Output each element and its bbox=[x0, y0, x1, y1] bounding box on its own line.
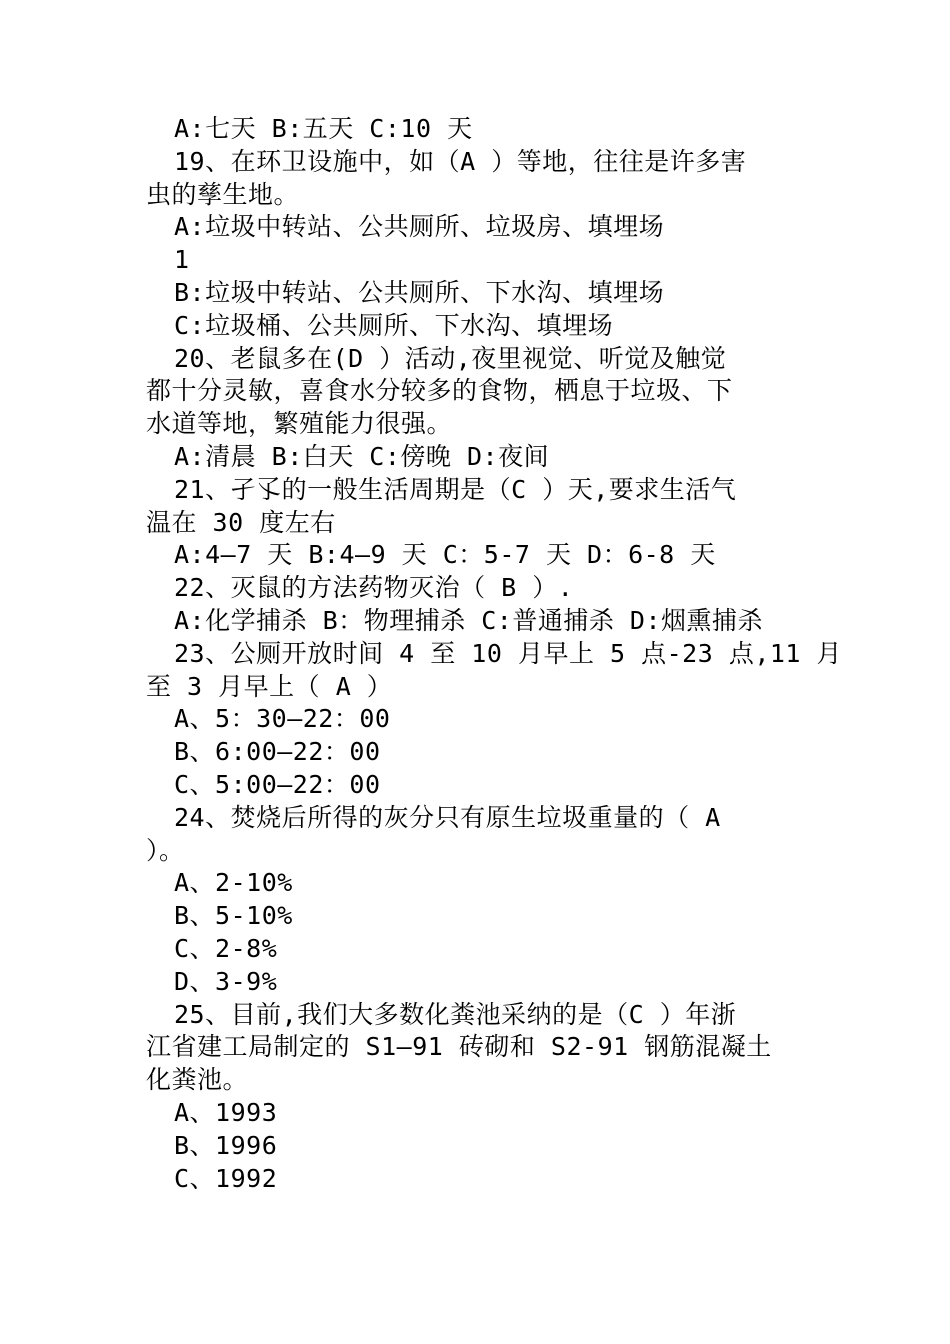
question-25-continued: 江省建工局制定的 S1—91 砖砌和 S2-91 钢筋混凝土 bbox=[146, 1032, 772, 1062]
question-20-continued: 水道等地，繁殖能力很强。 bbox=[146, 409, 453, 439]
answer-options-q21: A:4—7 天 B:4—9 天 C：5-7 天 D：6-8 天 bbox=[174, 540, 716, 570]
question-20-continued: 都十分灵敏，喜食水分较多的食物，栖息于垃圾、下 bbox=[146, 376, 733, 406]
answer-option-b: B、1996 bbox=[174, 1130, 278, 1160]
question-23-continued: 至 3 月早上（ A ） bbox=[146, 671, 393, 701]
question-19-continued: 虫的孳生地。 bbox=[146, 179, 300, 209]
answer-option-a: A、1993 bbox=[174, 1097, 278, 1127]
answer-option-c: C、5:00—22：00 bbox=[174, 769, 381, 799]
question-23: 23、公厕开放时间 4 至 10 月早上 5 点-23 点,11 月 bbox=[174, 638, 843, 668]
answer-option-a: A、5：30—22：00 bbox=[174, 704, 391, 734]
answer-option-d: D、3-9% bbox=[174, 966, 278, 996]
page-number: 1 bbox=[174, 245, 190, 275]
question-21-continued: 温在 30 度左右 bbox=[146, 507, 336, 537]
answer-option-a: A、2-10% bbox=[174, 868, 293, 898]
answer-option-c: C、2-8% bbox=[174, 933, 278, 963]
answer-option-b: B:垃圾中转站、公共厕所、下水沟、填埋场 bbox=[174, 277, 665, 307]
document-body bbox=[146, 113, 843, 1195]
question-25-continued: 化粪池。 bbox=[146, 1065, 249, 1095]
answer-option-c: C:垃圾桶、公共厕所、下水沟、填埋场 bbox=[174, 310, 614, 340]
answer-option-b: B、5-10% bbox=[174, 901, 293, 931]
answer-option-b: B、6:00—22：00 bbox=[174, 737, 381, 767]
answer-options-q20: A:清晨 B:白天 C:傍晚 D:夜间 bbox=[174, 441, 550, 471]
question-19: 19、在环卫设施中，如（A ）等地，往往是许多害 bbox=[174, 146, 747, 176]
question-25: 25、目前,我们大多数化粪池采纳的是（C ）年浙 bbox=[174, 999, 737, 1029]
answer-option-c: C、1992 bbox=[174, 1163, 278, 1193]
question-22: 22、灭鼠的方法药物灭治（ B ）. bbox=[174, 573, 574, 603]
question-24-continued: ）。 bbox=[146, 835, 185, 865]
question-24: 24、焚烧后所得的灰分只有原生垃圾重量的（ A bbox=[174, 802, 721, 832]
question-20: 20、老鼠多在(D ）活动,夜里视觉、听觉及触觉 bbox=[174, 343, 727, 373]
answer-option-a: A:垃圾中转站、公共厕所、垃圾房、填埋场 bbox=[174, 212, 665, 242]
answer-options-q18: A:七天 B:五天 C:10 天 bbox=[174, 114, 473, 143]
question-21: 21、孑孓的一般生活周期是（C ）天,要求生活气 bbox=[174, 474, 737, 504]
answer-options-q22: A:化学捕杀 B：物理捕杀 C:普通捕杀 D:烟熏捕杀 bbox=[174, 605, 764, 635]
